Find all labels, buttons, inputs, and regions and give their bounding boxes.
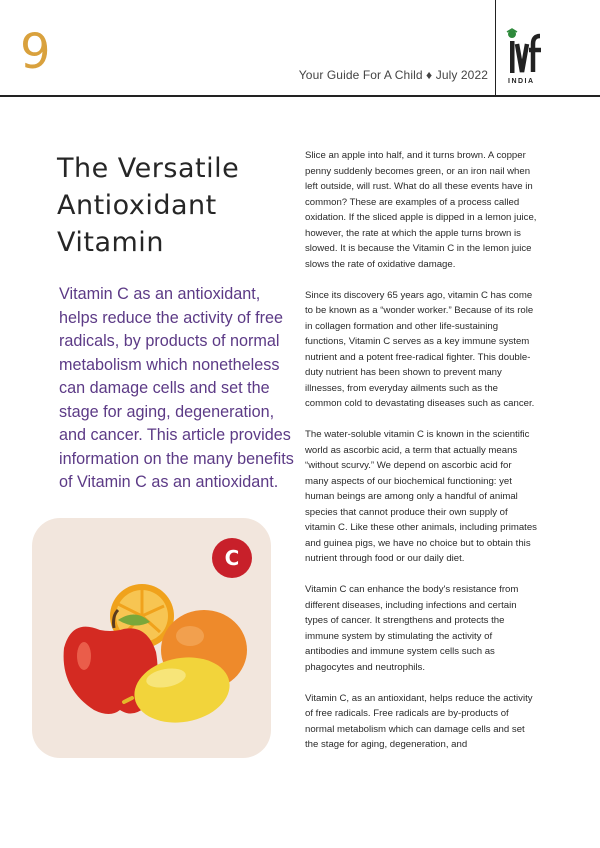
body-paragraph: Vitamin C, as an antioxidant, helps reduce the activity of free radicals. Free radicals are by-products of normal metabolism which can damage cells and set the stage for aging, degeneration, and: [305, 692, 533, 750]
header-divider-horizontal: [0, 95, 600, 97]
header-tagline: Your Guide For A Child ♦ July 2022: [298, 68, 488, 82]
intro-paragraph: Vitamin C as an antioxidant, helps reduce the activity of free radicals, by products of normal metabolism which nonetheless can damage cells and set the stage for aging, degeneration, and cancer. This article provides information on the many benefits of Vitamin C as an antioxidant.: [59, 285, 294, 491]
body-paragraph: Slice an apple into half, and it turns brown. A copper penny suddenly becomes green, or an iron nail when left outside, will rust. What do all these events have in common? These are examples of a process called oxidation. If the sliced apple is dipped in a lemon juice, however, the rate at which the apple turns brown is slowed. It is because the Vitamin C in the lemon juice slows the rate of oxidative damage.: [305, 150, 537, 270]
title-line: Antioxidant: [57, 190, 217, 221]
body-paragraph: Since its discovery 65 years ago, vitamin C has come to be known as a “wonder worker.” Because of its role in collagen formation and other life-sustaining functions, Vitamin C serves as a key immune system nutrient and a potent free-radical fighter. This double-duty nutrient has been shown to prevent many illnesses, from everyday ailments such as the common cold to devastating diseases such as cancer.: [305, 289, 535, 409]
header-divider-vertical: [495, 0, 496, 96]
article-body: [305, 148, 537, 768]
title-line: The Versatile: [57, 153, 240, 184]
title-line: Vitamin: [57, 227, 164, 258]
vitamin-c-badge: C: [212, 538, 252, 578]
article-title: [57, 150, 277, 261]
logo-subtext: INDIA: [508, 78, 535, 85]
body-paragraph: Vitamin C can enhance the body's resistance from different diseases, including infections and certain types of cancer. It strengthens and protects the immune system by stimulating the activity of antibodies and immune system cells such as phagocytes and neutrophils.: [305, 584, 519, 673]
body-paragraph: The water-soluble vitamin C is known in the scientific world as ascorbic acid, a term that actually means “without scurvy.” We depend on ascorbic acid for many aspects of our biochemical functioning: yet human beings are among only a handful of animal species that cannot produce their own supply of vitamin C. Like these other animals, including primates and guinea pigs, we have no choice but to obtain this nutrient through food or our daily diet.: [305, 429, 537, 564]
page-number: 9: [20, 24, 51, 80]
